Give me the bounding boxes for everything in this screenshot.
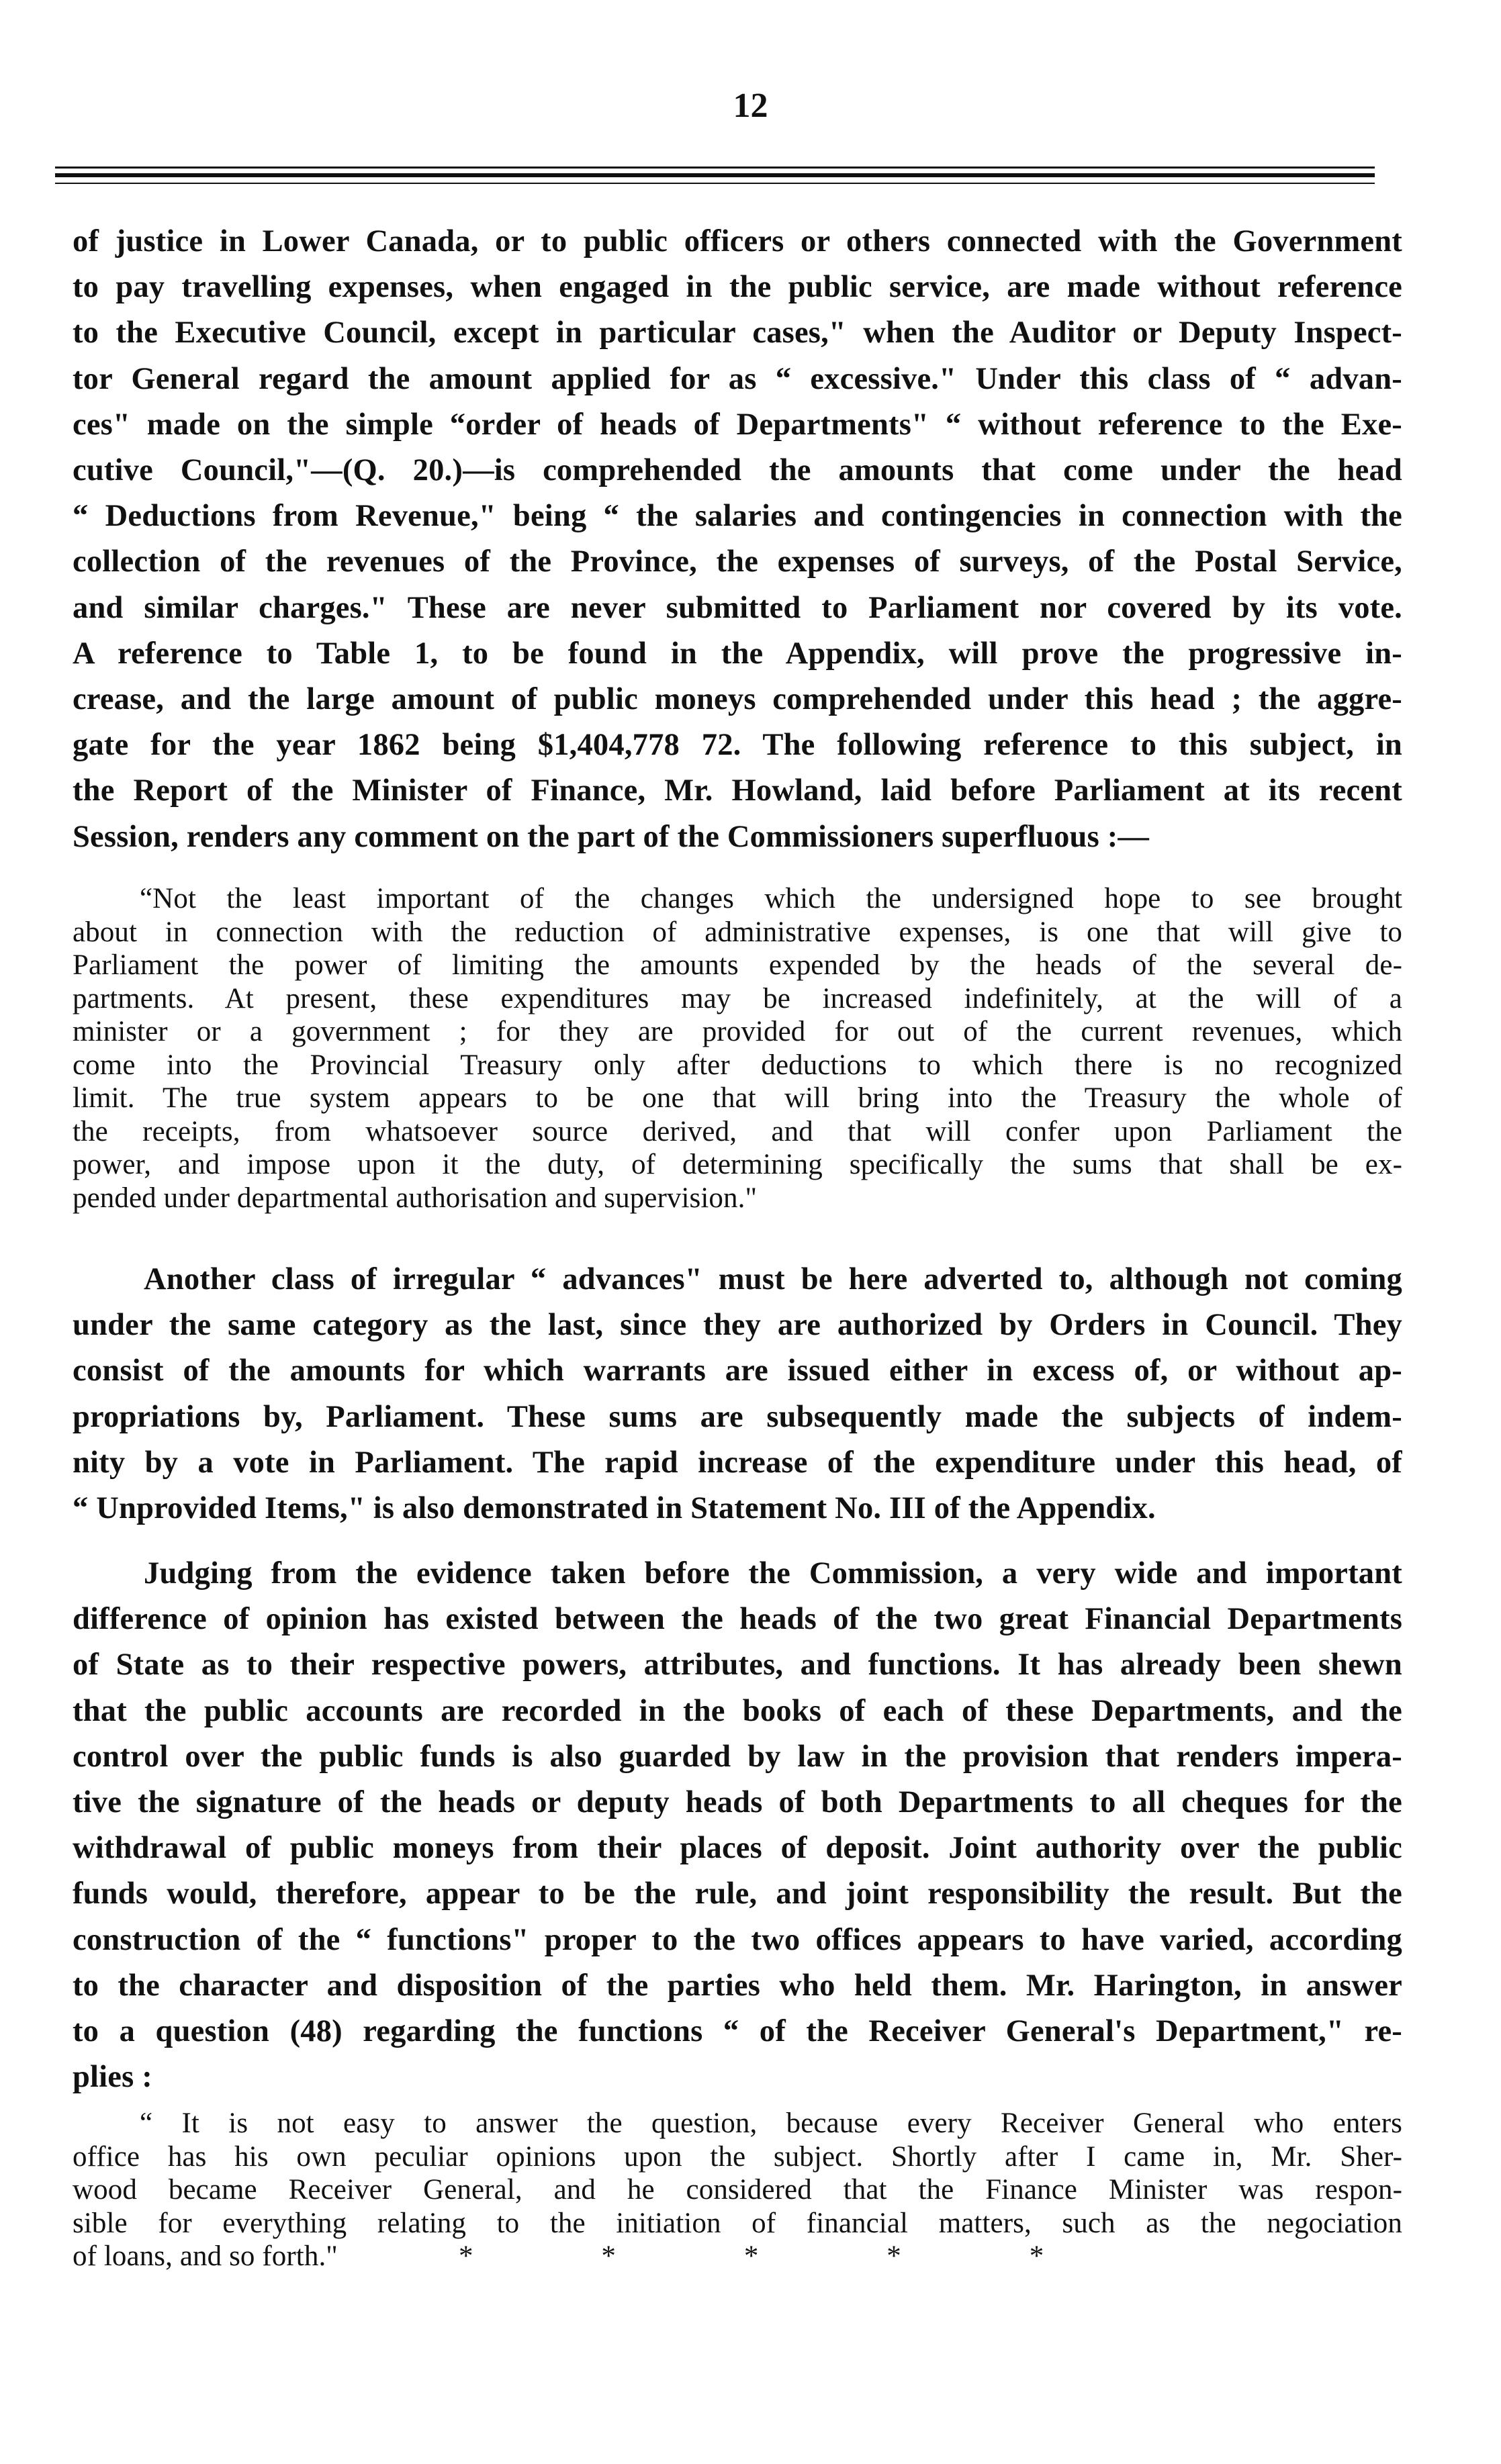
paragraph-line: that the public accounts are recorded in the books of each of these Departments, and the <box>73 1693 1402 1728</box>
paragraph-3 <box>73 1551 1402 2100</box>
ellipsis-stars: * * * * * <box>458 2240 1044 2272</box>
paragraph-line: tive the signature of the heads or deputy heads of both Departments to all cheques for the <box>73 1785 1402 1820</box>
header-rule-middle <box>55 173 1375 177</box>
quote-line: limit. The true system appears to be one that will bring into the Treasury the whole of <box>73 1082 1402 1114</box>
paragraph-line: to pay travelling expenses, when engaged in the public service, are made without reference <box>73 270 1402 305</box>
paragraph-line: of justice in Lower Canada, or to public officers or others connected with the Government <box>73 224 1402 258</box>
quote-line: sible for everything relating to the initiation of financial matters, such as the negociation <box>73 2207 1402 2239</box>
paragraph-line: the Report of the Minister of Finance, Mr. Howland, laid before Parliament at its recent <box>73 773 1402 808</box>
paragraph-line: funds would, therefore, appear to be the rule, and joint responsibility the result. But the <box>73 1877 1402 1911</box>
paragraph-line: nity by a vote in Parliament. The rapid increase of the expenditure under this head, of <box>73 1445 1402 1480</box>
paragraph-line: difference of opinion has existed between the heads of the two great Financial Departments <box>73 1602 1402 1637</box>
paragraph-line: “ Unprovided Items," is also demonstrated in Statement No. III of the Appendix. <box>73 1491 1156 1526</box>
paragraph-line: control over the public funds is also guarded by law in the provision that renders impera- <box>73 1739 1402 1774</box>
quote-line: office has his own peculiar opinions upon the subject. Shortly after I came in, Mr. Sher- <box>73 2140 1402 2173</box>
quote-line: partments. At present, these expenditures may be increased indefinitely, at the will of a <box>73 982 1402 1014</box>
paragraph-line: to the character and disposition of the parties who held them. Mr. Harington, in answer <box>73 1968 1402 2003</box>
paragraph-line: and similar charges." These are never submitted to Parliament nor covered by its vote. <box>73 590 1402 625</box>
paragraph-line: collection of the revenues of the Province, the expenses of surveys, of the Postal Service, <box>73 544 1402 579</box>
quote-line: come into the Provincial Treasury only after deductions to which there is no recognized <box>73 1049 1402 1081</box>
quotation-2 <box>73 2107 1402 2273</box>
paragraph-line: of State as to their respective powers, attributes, and functions. It has already been shewn <box>73 1648 1402 1683</box>
paragraph-line: Judging from the evidence taken before the Commission, a very wide and important <box>144 1556 1402 1591</box>
quote-line: Parliament the power of limiting the amounts expended by the heads of the several de- <box>73 949 1402 981</box>
paragraph-line: “ Deductions from Revenue," being “ the salaries and contingencies in connection with the <box>73 499 1402 534</box>
paragraph-line: consist of the amounts for which warrants are issued either in excess of, or without ap- <box>73 1354 1402 1388</box>
paragraph-line: propriations by, Parliament. These sums are subsequently made the subjects of indem- <box>73 1399 1402 1434</box>
paragraph-1 <box>73 219 1402 860</box>
quote-line-text: of loans, and so forth." <box>73 2240 338 2272</box>
paragraph-line: tor General regard the amount applied for as “ excessive." Under this class of “ advan- <box>73 361 1402 396</box>
quote-line: minister or a government ; for they are provided for out of the current revenues, which <box>73 1016 1402 1047</box>
paragraph-line: under the same category as the last, since they are authorized by Orders in Council. They <box>73 1308 1402 1343</box>
paragraph-line: ces" made on the simple “order of heads of Departments" “ without reference to the Exe- <box>73 407 1402 442</box>
paragraph-line: withdrawal of public moneys from their places of deposit. Joint authority over the public <box>73 1831 1402 1866</box>
paragraph-line: gate for the year 1862 being $1,404,778 72. The following reference to this subject, in <box>73 728 1402 763</box>
header-rule-bottom <box>55 183 1375 184</box>
quote-line <box>73 2240 1402 2273</box>
paragraph-line: to the Executive Council, except in particular cases," when the Auditor or Deputy Inspect- <box>73 316 1402 350</box>
quotation-1 <box>73 882 1402 1215</box>
paragraph-line: cutive Council,"—(Q. 20.)—is comprehended the amounts that come under the head <box>73 453 1402 488</box>
paragraph-line: crease, and the large amount of public moneys comprehended under this head ; the aggre- <box>73 682 1402 717</box>
paragraph-line: Another class of irregular “ advances" must be here adverted to, although not coming <box>144 1262 1402 1296</box>
quote-line: wood became Receiver General, and he considered that the Finance Minister was respon- <box>73 2174 1402 2206</box>
paragraph-2 <box>73 1257 1402 1531</box>
page-number: 12 <box>733 87 768 125</box>
paragraph-line: plies : <box>73 2060 152 2095</box>
quote-line: pended under departmental authorisation and supervision." <box>73 1182 758 1214</box>
paragraph-line: construction of the “ functions" proper to the two offices appears to have varied, according <box>73 1922 1402 1957</box>
quote-line: “Not the least important of the changes which the undersigned hope to see brought <box>140 883 1402 914</box>
header-rule-top <box>55 167 1375 169</box>
paragraph-line: Session, renders any comment on the part of the Commissioners superfluous :— <box>73 819 1150 854</box>
quote-line: “ It is not easy to answer the question, because every Receiver General who enters <box>140 2107 1402 2139</box>
paragraph-line: to a question (48) regarding the functions “ of the Receiver General's Department," re- <box>73 2014 1402 2049</box>
quote-line: the receipts, from whatsoever source derived, and that will confer upon Parliament the <box>73 1115 1402 1147</box>
paragraph-line: A reference to Table 1, to be found in the Appendix, will prove the progressive in- <box>73 636 1402 671</box>
quote-line: power, and impose upon it the duty, of determining specifically the sums that shall be ex- <box>73 1149 1402 1180</box>
quote-line: about in connection with the reduction of administrative expenses, is one that will give to <box>73 916 1402 948</box>
